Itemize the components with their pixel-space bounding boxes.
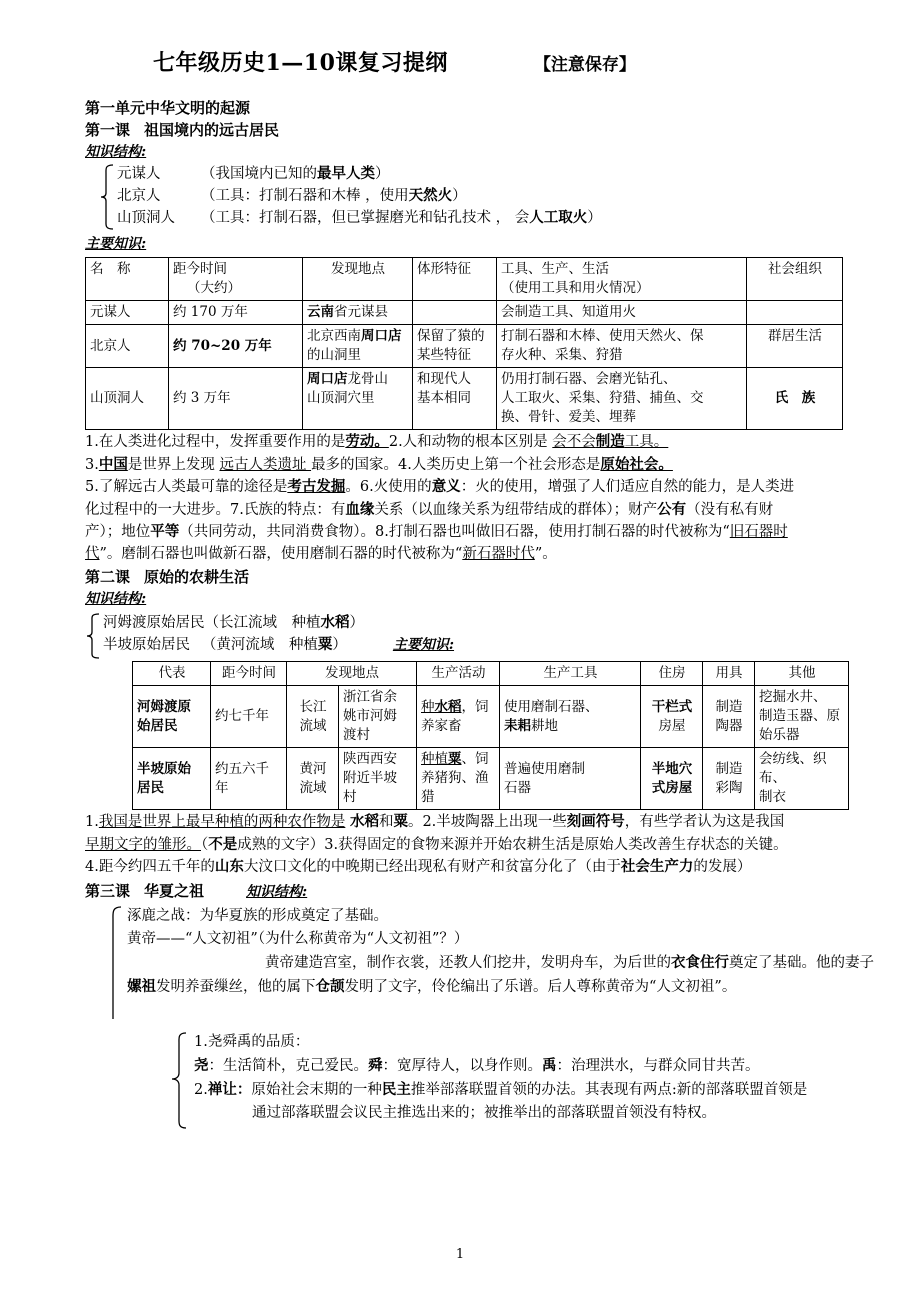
lesson2-structure-brace-group [85, 612, 842, 660]
lesson3-para-run-1: 衣食住行 [671, 953, 729, 971]
cell-ware [703, 686, 755, 748]
table-row [133, 748, 849, 810]
act-bu: 水稻 [434, 698, 462, 715]
left-brace-icon [170, 1031, 188, 1135]
lesson2-note-run-8: ，有些学者认为这是我国 [624, 814, 785, 830]
lesson3-line-run-0: 黄帝——“人文初祖”（为什么称黄帝为“人文初祖”？） [127, 930, 469, 947]
structure-item-detail-bold: 人工取火 [529, 209, 588, 226]
lesson3-line [127, 905, 874, 928]
basin-line1: 黄河 [299, 760, 327, 777]
cell-place [303, 368, 413, 430]
table-row [133, 686, 849, 748]
lesson2-note-run-5: 粟 [393, 813, 408, 830]
lesson2-note-run-3: 成熟的文字）3.获得固定的食物来源并开始农耕生活是原始人类改善生存状态的关键。 [237, 836, 788, 853]
tool-line2 [504, 779, 637, 798]
lesson3-knowledge-structure-label: 知识结构: [246, 883, 308, 900]
tools-line1: 打制石器和木棒、使用天然火、保 [501, 328, 704, 344]
lesson3-sub-run-1: ：生活简朴，克己爱民。 [208, 1057, 368, 1074]
cell-place [303, 325, 413, 368]
structure-item-detail-post: ） [452, 188, 467, 204]
lesson3-para-run-0: 嫘祖 [127, 977, 156, 995]
note-line [85, 856, 842, 879]
note-line [85, 476, 842, 499]
lesson1-note-run-0: 3. [85, 456, 99, 473]
lesson3-sub-line [194, 1031, 807, 1054]
cell-feature [413, 301, 497, 325]
lesson2-knowledge-structure-label: 知识结构: [85, 591, 147, 607]
lesson3-sub-run-3: 民主 [381, 1080, 411, 1098]
lesson1-note-run-2: 关系（以血缘关系为纽带结成的群体）；财产 [374, 501, 658, 518]
basin-line1: 长江 [299, 698, 327, 715]
cell-place [303, 301, 413, 325]
lesson1-note-run-3: 会不会 [552, 434, 596, 450]
structure-item-detail-pre: （我国境内已知的 [201, 166, 317, 182]
act-line1 [421, 698, 496, 717]
cell-tools [497, 301, 747, 325]
lesson2-table [132, 661, 849, 810]
lesson1-table [85, 257, 843, 430]
lesson3-sub-run-0: 1.尧舜禹的品质： [194, 1033, 310, 1050]
note-line [85, 454, 842, 477]
lesson1-note-run-1: 劳动。 [345, 433, 389, 450]
lesson2-ks-label-row [85, 588, 842, 610]
structure-item-detail-bold: 天然火 [408, 187, 453, 204]
left-brace-icon [85, 612, 101, 660]
lesson1-note-run-4: ：火的使用，增强了人们适应自然的能力，是人类进 [460, 479, 795, 495]
basin-line2: 流域 [299, 717, 327, 734]
act-bu: 粟 [448, 751, 462, 767]
lesson1-heading [85, 119, 842, 141]
table-header-cell: 生产活动 [417, 662, 500, 686]
lesson1-note-run-5: 工具。 [624, 434, 669, 450]
structure-item [117, 207, 602, 229]
lesson2-note-run-7: 刻画符号 [566, 813, 625, 830]
lesson1-note-run-0: 5.了解远古人类最可靠的途径是 [85, 479, 288, 495]
cell-feature [413, 325, 497, 368]
unit-heading: 第一单元中华文明的起源 [85, 99, 251, 117]
structure-item [103, 634, 454, 656]
lesson2-name: 原始的农耕生活 [144, 568, 250, 586]
ware-line1: 制造 [715, 698, 743, 715]
header-line1: 工具、生产、生活 [501, 261, 609, 277]
house-line2: 式房屋 [651, 779, 693, 796]
house-line2: 房屋 [658, 717, 686, 734]
lesson3-sub-run-3: ：宽厚待人，以身作则。 [382, 1057, 542, 1074]
site-line3: 渡村 [343, 727, 370, 743]
lesson3-sub-line [194, 1078, 807, 1102]
header-line2: （大约） [187, 280, 241, 296]
cell-representative [133, 686, 211, 748]
cell-basin [287, 748, 339, 810]
other-line1: 会纺线、织布、 [759, 751, 827, 786]
lesson2-note-run-1: （ [201, 836, 209, 853]
table-header-cell [303, 258, 413, 301]
table-row [86, 301, 843, 325]
lesson3-line-run-0: 涿鹿之战：为华夏族的形成奠定了基础。 [127, 907, 388, 924]
cell-name: 元谋人 [86, 301, 169, 325]
lesson2-note-run-0: 1. [85, 814, 99, 830]
tool-line1: 使用磨制石器、 [504, 698, 599, 715]
act-line2: 养家畜 [421, 717, 462, 734]
lesson3-sub-run-0: 尧 [194, 1056, 209, 1074]
table-header-cell: 用具 [703, 662, 755, 686]
table-header-cell [747, 258, 843, 301]
structure-item-post: ） [349, 615, 364, 631]
cell-tools [500, 748, 641, 810]
lesson2-note-run-4: 和 [378, 814, 394, 830]
rep-line2: 始居民 [137, 717, 178, 734]
cell-society [747, 325, 843, 368]
lesson1-note-run-1: 平等 [150, 523, 180, 540]
cell-activity [417, 748, 500, 810]
lesson2-structure-items [101, 612, 454, 660]
lesson1-note-run-2: 是世界上发现 [127, 456, 220, 473]
lesson1-note-run-2: （共同劳动，共同消费食物）。8.打制石器也叫做旧石器，使用打制石器的时代被称为“ [179, 524, 730, 540]
lesson1-note-run-0: 产）；地位 [85, 524, 151, 540]
act-post: ，饲 [461, 698, 489, 715]
place-bold: 云南 [307, 304, 334, 320]
feature-line1: 和现代人 [417, 371, 471, 387]
title-row [85, 46, 842, 77]
tools-line1: 仍用打制石器、会磨光钻孔、 [501, 371, 677, 387]
cell-society [747, 301, 843, 325]
cell-basin [287, 686, 339, 748]
lesson1-note-run-4: 最多的国家。4.人类历史上第一个社会形态是 [311, 456, 601, 473]
cell-representative [133, 748, 211, 810]
structure-item-pre: 半坡原始居民 （黄河流域 种植 [103, 637, 318, 653]
cell-ware [703, 748, 755, 810]
feature-line2: 基本相同 [417, 390, 471, 406]
cell-house [641, 748, 703, 810]
table-header-cell: 代表 [133, 662, 211, 686]
table-header-cell: 住房 [641, 662, 703, 686]
lesson3-paragraph-line [127, 975, 874, 999]
lesson1-note-run-1: ”。磨制石器也叫做新石器，使用磨制石器的时代被称为“ [99, 545, 463, 562]
tool-post: 石器 [504, 779, 531, 796]
lesson1-note-run-1: 血缘 [345, 500, 375, 518]
lesson2-note-run-3: 水稻 [349, 813, 379, 830]
act-u: 种植 [421, 751, 448, 767]
society-value: 群居生活 [768, 328, 822, 344]
lesson2-note-run-1: 山东 [214, 858, 244, 875]
structure-item [117, 163, 602, 185]
lesson1-note-run-2: 新石器时代 [462, 545, 535, 562]
cell-time [169, 301, 303, 325]
lesson2-number: 第二课 [85, 568, 131, 586]
tools-line3: 换、骨针、爱美、埋葬 [501, 409, 636, 425]
site-line1: 浙江省余 [343, 689, 397, 705]
tool-line2 [504, 717, 637, 736]
act-line3: 猎 [421, 789, 435, 805]
lesson2-note-run-0: 4.距今约四五千年的 [85, 859, 215, 875]
tools-line2: 人工取火、采集、狩猎、捕鱼、交 [501, 390, 704, 406]
lesson1-note-run-3: ”。 [534, 545, 557, 562]
cell-time [169, 368, 303, 430]
table-header-cell: 距今时间 [211, 662, 287, 686]
tool-line1: 普遍使用磨制 [504, 760, 585, 777]
lesson1-note-run-0: 代 [85, 545, 100, 562]
lesson3-sub-run-0: 通过部落联盟会议民主推选出来的；被推举出的部落联盟首领没有特权。 [252, 1104, 716, 1121]
lesson2-note-run-2: 大汶口文化的中晚期已经出现私有财产和贫富分化了（由于 [243, 859, 621, 875]
table-row [86, 325, 843, 368]
table-header-cell [169, 258, 303, 301]
lesson3-sub-run-0: 2. [194, 1081, 208, 1098]
place-prefix: 北京西南 [307, 328, 361, 344]
lesson1-main-knowledge-label: 主要知识: [85, 236, 147, 252]
lesson3-brace-group [105, 905, 874, 1027]
structure-item-name: 元谋人 [117, 166, 161, 182]
lesson3-sub-run-2: 原始社会末期的一种 [251, 1081, 382, 1098]
rep-line1: 河姆渡原 [137, 698, 191, 715]
tools-line2: 存火种、采集、狩猎 [501, 347, 623, 363]
site-line1: 陕西西安 [343, 751, 397, 767]
left-brace-icon [105, 905, 123, 1027]
lesson3-sub-run-5: ：治理洪水，与群众同甘共苦。 [556, 1057, 760, 1074]
lesson3-para-run-1: 发明养蚕缫丝，他的属下 [156, 978, 316, 995]
lesson1-structure-items [115, 163, 602, 231]
cell-feature [413, 368, 497, 430]
lesson2-note-run-6: 。2.半坡陶器上出现一些 [407, 814, 567, 830]
site-line2: 附近半坡 [343, 770, 397, 786]
lesson3-heading [85, 880, 842, 903]
time-plain: 约 3 万年 [173, 390, 231, 406]
header-line1: 名 称 [90, 261, 131, 277]
cell-time [211, 686, 287, 748]
place-line1 [307, 370, 409, 389]
table-row [86, 368, 843, 430]
lesson3-name: 华夏之祖 [144, 881, 205, 900]
cell-house [641, 686, 703, 748]
lesson3-para-run-2: 奠定了基础。他的妻子 [729, 954, 874, 971]
ware-line2: 陶器 [715, 717, 743, 734]
structure-item-detail-pre: （工具：打制石器，但已掌握磨光和钻孔技术 ， 会 [201, 210, 530, 226]
site-line3: 村 [343, 789, 357, 805]
page-number: 1 [455, 1247, 465, 1262]
structure-item-name: 山顶洞人 [117, 210, 175, 226]
other-line2: 制衣 [759, 789, 786, 805]
table-header-cell [497, 258, 747, 301]
table-header-row [86, 258, 843, 301]
lesson1-note-run-1: 考古发掘 [287, 478, 346, 495]
note-line [85, 431, 842, 454]
cell-tools [497, 325, 747, 368]
rep-line1: 半坡原始 [137, 760, 191, 777]
cell-society [747, 368, 843, 430]
lesson3-para-run-3: 发明了文字，伶伦编出了乐谱。后人尊称黄帝为“人文初祖”。 [344, 978, 737, 995]
structure-item-bold: 水稻 [320, 614, 350, 631]
lesson1-note-run-0: 化过程中的一大进步。7.氏族的特点：有 [85, 501, 346, 518]
cell-activity [417, 686, 500, 748]
table-header-cell [86, 258, 169, 301]
lesson1-knowledge-structure-label: 知识结构: [85, 144, 147, 160]
other-line2: 制造玉器、原 [759, 708, 840, 724]
structure-item-detail-post: ） [375, 166, 390, 182]
house-bold: 半地穴 [651, 760, 693, 777]
place-bold: 周口店 [361, 328, 402, 344]
lesson1-note-run-0: 1.在人类进化过程中，发挥重要作用的是 [85, 434, 346, 450]
lesson1-note-run-2: 。6.火使用的 [345, 479, 432, 495]
header-line2: （使用工具和用火情况） [501, 280, 650, 296]
time-line1: 约五六千 [215, 760, 269, 777]
lesson1-note-run-4: （没有私有财 [686, 501, 774, 518]
lesson2-note-run-1: 我国是世界上最早种植的两种农作物是 [98, 814, 346, 830]
lesson3-sub-line [194, 1054, 807, 1078]
time-line1: 约七千年 [215, 708, 269, 724]
header-line1: 发现地点 [331, 261, 385, 277]
structure-item-pre: 河姆渡原始居民（长江流域 种植 [103, 615, 321, 631]
note-line [85, 811, 842, 834]
lesson2-note-run-4: 的发展） [693, 859, 752, 875]
structure-item-name: 北京人 [117, 188, 161, 204]
lesson3-paragraph-line [265, 951, 874, 975]
header-line1: 体形特征 [417, 261, 471, 277]
lesson1-note-run-4: 制造 [595, 433, 625, 450]
table-header-cell: 生产工具 [500, 662, 641, 686]
society-value: 氏 族 [774, 390, 816, 406]
lesson3-sub-run-4: 推举部落联盟首领的办法。其表现有两点:新的部落联盟首领是 [410, 1081, 808, 1098]
lesson3-number: 第三课 [85, 881, 131, 900]
lesson1-number: 第一课 [85, 121, 131, 139]
place-plain: 省元谋县 [334, 304, 388, 320]
cell-tools [500, 686, 641, 748]
structure-item-detail-pre: （工具：打制石器和木棒 ，使用 [201, 188, 409, 204]
place-line1 [307, 327, 409, 346]
lesson1-note-run-3: 远古人类遗址 [219, 456, 312, 473]
lesson1-name: 祖国境内的远古居民 [144, 121, 280, 139]
tools-line1: 会制造工具、知道用火 [501, 304, 636, 320]
lesson3-sub-brace-group [170, 1031, 842, 1135]
cell-other [755, 748, 849, 810]
other-line3: 始乐器 [759, 727, 800, 743]
lesson2-note-run-3: 社会生产力 [620, 858, 694, 875]
structure-item-detail-bold: 最早人类 [317, 165, 375, 182]
act-u: 种 [421, 698, 435, 715]
lesson3-line [127, 928, 874, 951]
lesson1-note-run-2: 2.人和动物的根本区别是 [388, 434, 553, 450]
table-header-cell: 其他 [755, 662, 849, 686]
tool-bold: 耒耜 [504, 717, 531, 734]
lesson2-notes [85, 811, 842, 879]
time-line2: 年 [215, 779, 229, 796]
lesson3-sub-run-4: 禹 [542, 1056, 557, 1074]
cell-time [169, 325, 303, 368]
lesson1-note-run-1: 中国 [98, 455, 128, 473]
lesson2-main-knowledge-label: 主要知识: [392, 637, 455, 653]
structure-item-detail-post: ） [587, 210, 602, 226]
time-plain: 约 170 万年 [173, 304, 248, 320]
header-line1: 距今时间 [173, 261, 227, 277]
cell-site [339, 748, 417, 810]
table-header-cell: 发现地点 [287, 662, 417, 686]
lesson1-note-run-3: 意义 [431, 478, 461, 495]
lesson1-structure-brace-group [99, 163, 842, 231]
feature-line1: 保留了猿的 [417, 328, 485, 344]
lesson1-note-run-3: 旧石器时 [729, 524, 788, 540]
lesson3-para-run-0: 黄帝建造宫室，制作衣裳，还教人们挖井，发明舟车，为后世的 [265, 954, 671, 971]
page-title: 七年级历史1—10课复习提纲 [153, 50, 448, 76]
place-line2: 的山洞里 [307, 347, 361, 363]
act-post: 、饲 [461, 751, 489, 767]
lesson1-note-run-5: 原始社会。 [600, 455, 673, 473]
cell-tools [497, 368, 747, 430]
other-line1: 挖掘水井、 [759, 689, 827, 705]
cell-time [211, 748, 287, 810]
left-brace-icon [99, 163, 115, 231]
cell-other [755, 686, 849, 748]
time-bold: 约 70~20 万年 [173, 337, 272, 354]
cell-site [339, 686, 417, 748]
note-line [85, 521, 842, 544]
cell-name: 北京人 [86, 325, 169, 368]
lesson3-sub-line [252, 1102, 807, 1125]
lesson2-heading [85, 566, 842, 588]
lesson1-note-run-3: 公有 [657, 500, 687, 518]
basin-line2: 流域 [299, 779, 327, 796]
structure-item-post: ） [332, 637, 347, 653]
note-line [85, 499, 842, 522]
site-line2: 姚市河姆 [343, 708, 397, 724]
lesson1-notes [85, 431, 842, 565]
lesson1-mk-label-row [85, 233, 842, 255]
lesson1-ks-label-row [85, 141, 842, 163]
cell-name: 山顶洞人 [86, 368, 169, 430]
rep-line2: 居民 [137, 779, 164, 796]
table-header-row [133, 662, 849, 686]
house-bold: 干栏式 [651, 698, 693, 715]
ware-line1: 制造 [715, 760, 743, 777]
place-plain: 龙骨山 [347, 371, 388, 387]
place-line2: 山顶洞穴里 [307, 390, 375, 406]
act-line2: 养猪狗、渔 [421, 770, 489, 786]
lesson2-note-run-0: 早期文字的雏形。 [85, 836, 201, 853]
note-line [85, 544, 842, 566]
act-line1 [421, 750, 496, 769]
lesson3-lines [123, 905, 874, 1027]
lesson2-note-run-2: 不是 [208, 835, 238, 853]
structure-item [117, 185, 602, 207]
tool-post: 耕地 [531, 717, 558, 734]
place-bold: 周口店 [307, 371, 348, 387]
keep-note: 【注意保存】 [533, 55, 636, 75]
table-header-cell [413, 258, 497, 301]
structure-item-bold: 粟 [317, 636, 333, 653]
structure-item [103, 612, 454, 634]
ware-line2: 彩陶 [715, 779, 743, 796]
lesson3-sub-lines [188, 1031, 807, 1135]
lesson3-sub-run-1: 禅让： [207, 1080, 252, 1098]
note-line [85, 834, 842, 857]
header-line1: 社会组织 [768, 261, 822, 277]
lesson3-sub-run-2: 舜 [368, 1056, 383, 1074]
lesson3-para-run-2: 仓颉 [315, 977, 345, 995]
feature-line2: 某些特征 [417, 347, 471, 363]
